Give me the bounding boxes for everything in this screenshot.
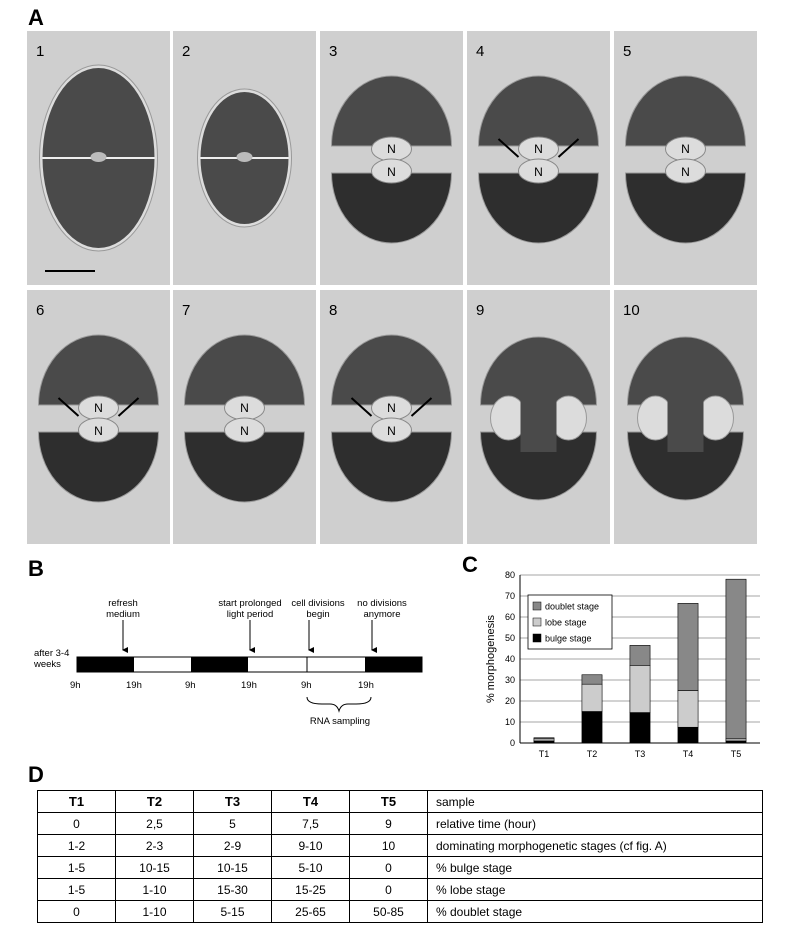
event-label-refresh: refresh medium (106, 598, 140, 620)
legend-label: doublet stage (545, 601, 600, 612)
micrograph-9 (467, 290, 610, 544)
table-cell: 9-10 (272, 835, 350, 857)
table-row (38, 879, 763, 901)
bar-segment (678, 691, 698, 728)
bar-segment (630, 665, 650, 712)
row-description: dominating morphogenetic stages (cf fig. A) (428, 835, 763, 857)
row-description: % bulge stage (428, 857, 763, 879)
bar-segment (534, 738, 554, 739)
legend-swatch (533, 602, 541, 610)
hour-label: 9h (301, 680, 312, 691)
table-cell: 50-85 (350, 901, 428, 923)
table-cell: 1-5 (38, 879, 116, 901)
x-tick-label: T1 (538, 749, 550, 759)
header-t2: T2 (116, 791, 194, 813)
event-label-no-divisions: no divisions anymore (357, 598, 407, 620)
nucleus-label: N (681, 165, 690, 179)
table-cell: 15-25 (272, 879, 350, 901)
table-cell: 1-2 (38, 835, 116, 857)
y-tick-label: 80 (504, 570, 515, 580)
cell-drawing (467, 290, 610, 544)
table-cell: 2-3 (116, 835, 194, 857)
panel-label-c: C (462, 552, 478, 577)
bar-segment (582, 712, 602, 744)
table-cell: 0 (350, 879, 428, 901)
micrograph-4 (467, 31, 610, 285)
header-sample: sample (428, 791, 763, 813)
hour-label: 9h (185, 680, 196, 691)
bar-segment (534, 739, 554, 741)
header-t1: T1 (38, 791, 116, 813)
image-number: 4 (476, 43, 485, 60)
legend-label: lobe stage (545, 617, 587, 628)
table-row (38, 813, 763, 835)
table-header-row (38, 791, 763, 813)
panel-label-a: A (28, 5, 44, 30)
table-cell: 5-15 (194, 901, 272, 923)
y-axis-label: % morphogenesis (485, 614, 497, 704)
image-number: 5 (623, 43, 632, 60)
panel-label-b: B (28, 556, 44, 581)
y-tick-label: 30 (504, 675, 515, 685)
nucleus-label: N (387, 401, 396, 415)
y-tick-label: 10 (504, 717, 515, 727)
nucleus-label: N (534, 165, 543, 179)
image-number: 9 (476, 302, 485, 319)
event-label-light: start prolonged light period (218, 598, 282, 620)
bar-segment (678, 727, 698, 743)
x-tick-label: T5 (730, 749, 742, 759)
nucleus-label: N (240, 401, 249, 415)
bar-segment (678, 603, 698, 690)
hour-label: 19h (358, 680, 374, 691)
nucleus-label: N (387, 142, 396, 156)
cell-drawing (614, 290, 757, 544)
nucleus-label: N (94, 424, 103, 438)
y-tick-label: 40 (504, 654, 515, 664)
header-t5: T5 (350, 791, 428, 813)
header-t4: T4 (272, 791, 350, 813)
nucleus-label: N (387, 165, 396, 179)
timeline-start-label: after 3-4 weeks (34, 648, 70, 670)
timeline-graphic (0, 0, 430, 760)
x-tick-label: T2 (586, 749, 598, 759)
table-row (38, 835, 763, 857)
bar-segment (582, 675, 602, 684)
table-cell: 15-30 (194, 879, 272, 901)
row-description: % doublet stage (428, 901, 763, 923)
y-tick-label: 70 (504, 591, 515, 601)
table-cell: 9 (350, 813, 428, 835)
nucleus-label: N (681, 142, 690, 156)
micrograph-10 (614, 290, 757, 544)
bar-segment (726, 579, 746, 739)
nucleus-label: N (534, 142, 543, 156)
image-number: 7 (182, 302, 191, 319)
table-cell: 1-10 (116, 901, 194, 923)
bar-segment (582, 684, 602, 711)
y-tick-label: 20 (504, 696, 515, 706)
table-cell: 10-15 (194, 857, 272, 879)
table-cell: 2-9 (194, 835, 272, 857)
table-cell: 5-10 (272, 857, 350, 879)
legend-swatch (533, 618, 541, 626)
table-cell: 25-65 (272, 901, 350, 923)
image-number: 10 (623, 302, 640, 319)
micrograph-5 (614, 31, 757, 285)
image-number: 2 (182, 43, 191, 60)
nucleus-label: N (94, 401, 103, 415)
rna-sampling-label: RNA sampling (309, 716, 371, 727)
panel-label-d: D (28, 762, 44, 787)
event-label-divisions: cell divisions begin (291, 598, 345, 620)
hour-label: 19h (126, 680, 142, 691)
chart-legend (528, 595, 612, 649)
legend-swatch (533, 634, 541, 642)
table-row (38, 857, 763, 879)
header-t3: T3 (194, 791, 272, 813)
bar-segment (726, 739, 746, 741)
table-cell: 0 (38, 901, 116, 923)
hour-label: 9h (70, 680, 81, 691)
image-number: 6 (36, 302, 45, 319)
table-cell: 2,5 (116, 813, 194, 835)
table-cell: 10-15 (116, 857, 194, 879)
y-tick-label: 0 (509, 738, 515, 748)
bar-segment (630, 645, 650, 665)
y-tick-label: 60 (504, 612, 515, 622)
table-cell: 1-5 (38, 857, 116, 879)
nucleus-label: N (387, 424, 396, 438)
image-number: 3 (329, 43, 338, 60)
table-row (38, 901, 763, 923)
table-cell: 0 (38, 813, 116, 835)
legend-label: bulge stage (545, 633, 592, 644)
nucleus-label: N (240, 424, 249, 438)
table-cell: 10 (350, 835, 428, 857)
table-cell: 0 (350, 857, 428, 879)
row-description: relative time (hour) (428, 813, 763, 835)
x-tick-label: T3 (634, 749, 646, 759)
image-number: 8 (329, 302, 338, 319)
table-cell: 1-10 (116, 879, 194, 901)
x-tick-label: T4 (682, 749, 694, 759)
bar-segment (630, 713, 650, 743)
stage-table (37, 790, 763, 923)
morphogenesis-chart (470, 560, 770, 760)
cell-drawing (614, 31, 757, 285)
image-number: 1 (36, 43, 45, 60)
y-tick-label: 50 (504, 633, 515, 643)
cell-drawing (467, 31, 610, 285)
hour-label: 19h (241, 680, 257, 691)
table-cell: 5 (194, 813, 272, 835)
row-description: % lobe stage (428, 879, 763, 901)
table-cell: 7,5 (272, 813, 350, 835)
